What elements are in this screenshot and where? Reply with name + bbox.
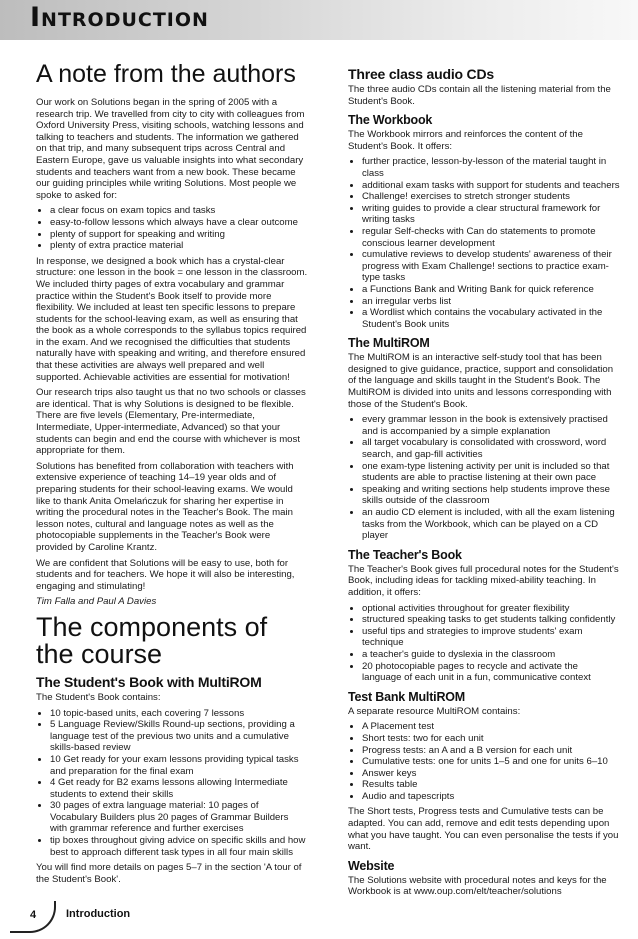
list-item: • a clear focus on exam topics and tasks (50, 205, 308, 217)
list-item: • every grammar lesson in the book is extensively practised and is accompanied by a simple explanation (362, 414, 620, 437)
authors-paragraph: Our research trips also taught us that no two schools or classes are identical. That is why Solutions is designed to be flexible. There are five levels (Elementary, Pre-intermediate, Intermediate, Upper-intermediate, Advanced) so that your students can begin and end the course with whichever is most appropriate for them. (36, 387, 306, 457)
list-item: • one exam-type listening activity per unit is included so that students are able to practise listening at their own pace (362, 461, 620, 484)
list-item: • Cumulative tests: one for units 1–5 and one for units 6–10 (362, 756, 620, 768)
footer-section-label: Introduction (66, 908, 131, 920)
authors-paragraph: In response, we designed a book which has a crystal-clear structure: one lesson in the book = one lesson in the classroom. We included thirty pages of extra vocabulary and grammar practice within the Student's Book itself to provide more flexibility. We included at least ten specific lessons to prepare students for the school-leaving exam, as well as ensuring that the book as a whole corresponds to the syllabus topics required in the exam. And we recognised the difficulties that students naturally have with speaking and writing, and therefore ensured that these activities are always well prepared and well supported. Achievable activities are essential for motivation! (36, 255, 308, 383)
list-item: • cumulative reviews to develop students' awareness of their progress with Exam Challenge! sections to practice exam-type tasks (362, 249, 620, 284)
list-item: • all target vocabulary is consolidated with crossword, word search, and gap-fill activities (362, 437, 620, 460)
students-book-heading: The Student's Book with MultiROM (36, 673, 262, 690)
section-title: Introduction (30, 2, 209, 33)
list-item: • plenty of support for speaking and writing (50, 229, 308, 241)
students-book-intro: The Student's Book contains: (36, 691, 161, 703)
website-paragraph: The Solutions website with procedural notes and keys for the Workbook is at www.oup.com/elt/teacher/solutions (348, 874, 607, 898)
list-item: • 30 pages of extra language material: 10 pages of Vocabulary Builders plus 20 pages of Grammar Builders with grammar reference and further exercises (50, 800, 308, 835)
list-item: • writing guides to provide a clear structural framework for writing tasks (362, 203, 620, 226)
test-bank-outro: The Short tests, Progress tests and Cumulative tests can be adapted. You can add, remove and edit tests depending upon what you have taught. You can even personalise the tests if you want. (348, 806, 619, 853)
audio-cds-paragraph: The three audio CDs contain all the listening material from the Student's Book. (348, 84, 611, 107)
list-item: • 10 topic-based units, each covering 7 lessons (50, 708, 308, 720)
audio-cds-heading: Three class audio CDs (348, 66, 494, 82)
list-item: • A Placement test (362, 721, 620, 733)
students-book-outro: You will find more details on pages 5–7 in the section 'A tour of the Student's Book'. (36, 862, 302, 885)
list-item: • 20 photocopiable pages to recycle and activate the language of each unit in a fun, communicative context (362, 661, 620, 684)
list-item: • a teacher's guide to dyslexia in the classroom (362, 649, 620, 661)
test-bank-heading: Test Bank MultiROM (348, 689, 466, 704)
list-item: • optional activities throughout for greater flexibility (362, 603, 620, 615)
list-item: • an irregular verbs list (362, 296, 620, 308)
list-item: • an audio CD element is included, with all the exam listening tasks from the Workbook, which can be played on a CD player (362, 507, 620, 542)
list-item: • Challenge! exercises to stretch stronger students (362, 191, 620, 203)
multirom-intro: The MultiROM is an interactive self-study tool that has been designed to give guidance, practice, support and consolidation of the language and skills taught in the Student's Book. The MultiROM is divided into units and lessons corresponding with those of the Student's Book. (348, 352, 614, 410)
workbook-intro: The Workbook mirrors and reinforces the content of the Student's Book. It offers: (348, 129, 583, 152)
teachers-book-heading: The Teacher's Book (348, 547, 462, 562)
list-item: • Answer keys (362, 768, 620, 780)
multirom-list (348, 414, 620, 542)
list-item: • regular Self-checks with Can do statements to promote conscious learner development (362, 226, 620, 249)
students-book-list (36, 708, 308, 859)
teachers-book-list (348, 603, 620, 684)
list-item: • additional exam tasks with support for students and teachers (362, 180, 620, 192)
list-item: • 10 Get ready for your exam lessons providing typical tasks and preparation for the final exam (50, 754, 308, 777)
list-item: • a Functions Bank and Writing Bank for quick reference (362, 284, 620, 296)
website-heading: Website (348, 858, 395, 873)
multirom-heading: The MultiROM (348, 336, 430, 351)
authors-heading: A note from the authors (36, 60, 296, 88)
authors-signature: Tim Falla and Paul A Davies (36, 596, 157, 608)
teachers-book-intro: The Teacher's Book gives full procedural notes for the Student's Book, including ideas for tackling mixed-ability teaching. In addition, it offers: (348, 563, 619, 598)
authors-intro-paragraph: Our work on Solutions began in the spring of 2005 with a research trip. We travelled from city to city with colleagues from Oxford University Press, visiting schools, watching lessons and talking to teachers and students. The information we gathered on that trip, and many subsequent trips across Central and Eastern Europe, gave us valuable insights into what secondary students and teachers want from a new book. These became our guiding principles while writing Solutions. Most people we spoke to asked for: (36, 97, 305, 201)
asked-for-list (36, 205, 308, 251)
test-bank-intro: A separate resource MultiROM contains: (348, 705, 521, 717)
workbook-heading: The Workbook (348, 113, 433, 128)
workbook-list (348, 156, 620, 330)
list-item: • tip boxes throughout giving advice on specific skills and how best to approach different task types in all four main skills (50, 835, 308, 858)
list-item: • Audio and tapescripts (362, 791, 620, 803)
components-heading: The components of the course (36, 611, 268, 669)
page-footer (0, 895, 638, 939)
list-item: • a Wordlist which contains the vocabulary activated in the Student's Book units (362, 307, 620, 330)
list-item: • Results table (362, 779, 620, 791)
left-column (36, 62, 308, 889)
list-item: • structured speaking tasks to get students talking confidently (362, 614, 620, 626)
list-item: • plenty of extra practice material (50, 240, 308, 252)
list-item: • Progress tests: an A and a B version for each unit (362, 745, 620, 757)
list-item: • easy-to-follow lessons which always have a clear outcome (50, 217, 308, 229)
page-number: 4 (30, 909, 37, 921)
list-item: • speaking and writing sections help students improve these skills outside of the classroom (362, 484, 620, 507)
authors-paragraph: We are confident that Solutions will be easy to use, both for students and for teachers. We hope it will also be interesting, engaging and stimulating! (36, 557, 295, 592)
list-item: • further practice, lesson-by-lesson of the material taught in class (362, 156, 620, 179)
test-bank-list (348, 721, 620, 802)
authors-paragraph: Solutions has benefited from collaboration with teachers with extensive experience of teaching 14–19 year olds and of preparing students for their school-leaving exams. We would like to thank Anita Omelańczuk for sharing her expertise in writing the procedural notes in the Teacher's Book. The main lesson notes, cultural and language notes as well as the photocopiable supplements in the Teacher's Book were provided by Caroline Krantz. (36, 460, 294, 553)
right-column (348, 62, 620, 902)
list-item: • 5 Language Review/Skills Round-up sections, providing a language test of the previous two units and a cumulative skills-based review (50, 719, 308, 754)
section-banner (0, 0, 638, 40)
list-item: • 4 Get ready for B2 exams lessons allowing Intermediate students to extend their skills (50, 777, 308, 800)
list-item: • Short tests: two for each unit (362, 733, 620, 745)
list-item: • useful tips and strategies to improve students' exam technique (362, 626, 620, 649)
